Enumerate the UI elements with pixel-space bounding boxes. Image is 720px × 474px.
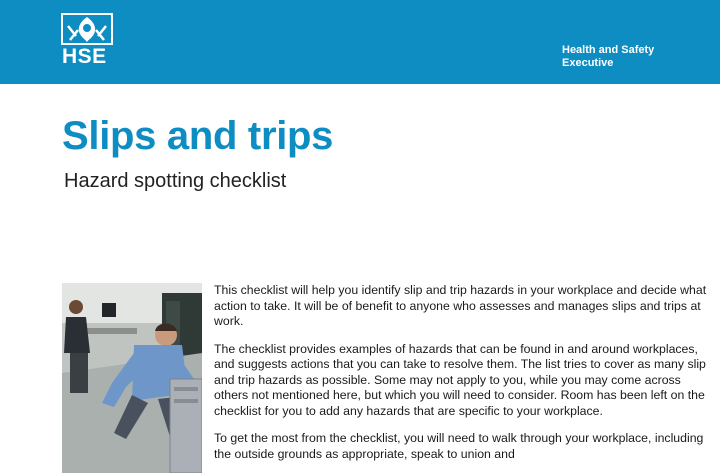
intro-text	[214, 283, 714, 474]
logo-text: HSE	[62, 45, 107, 68]
paragraph-2: The checklist provides examples of hazards that can be found in and around workplaces, and suggests actions that you can take to resolve them. The list tries to cover as many slip and trip hazards as possible. Some may not apply to you, while you may come across others not mentioned here, but which you will need to consider. Room has been left on the checklist for you to add any hazards that are specific to your workplace.	[214, 341, 706, 418]
org-name-line2: Executive	[562, 57, 614, 69]
workplace-photo	[62, 283, 202, 473]
document-title: Slips and trips	[62, 114, 334, 158]
organization-name	[562, 44, 702, 70]
paragraph-3: To get the most from the checklist, you will need to walk through your workplace, including the outside grounds as appropriate, speak to union and	[214, 431, 704, 461]
document-subtitle: Hazard spotting checklist	[64, 170, 287, 192]
paragraph-1: This checklist will help you identify slip and trip hazards in your workplace and decide what action to take. It will be of benefit to anyone who assesses and manages slips and trips at work.	[214, 283, 707, 328]
org-name-line1: Health and Safety	[562, 44, 655, 56]
header-banner	[0, 0, 720, 84]
